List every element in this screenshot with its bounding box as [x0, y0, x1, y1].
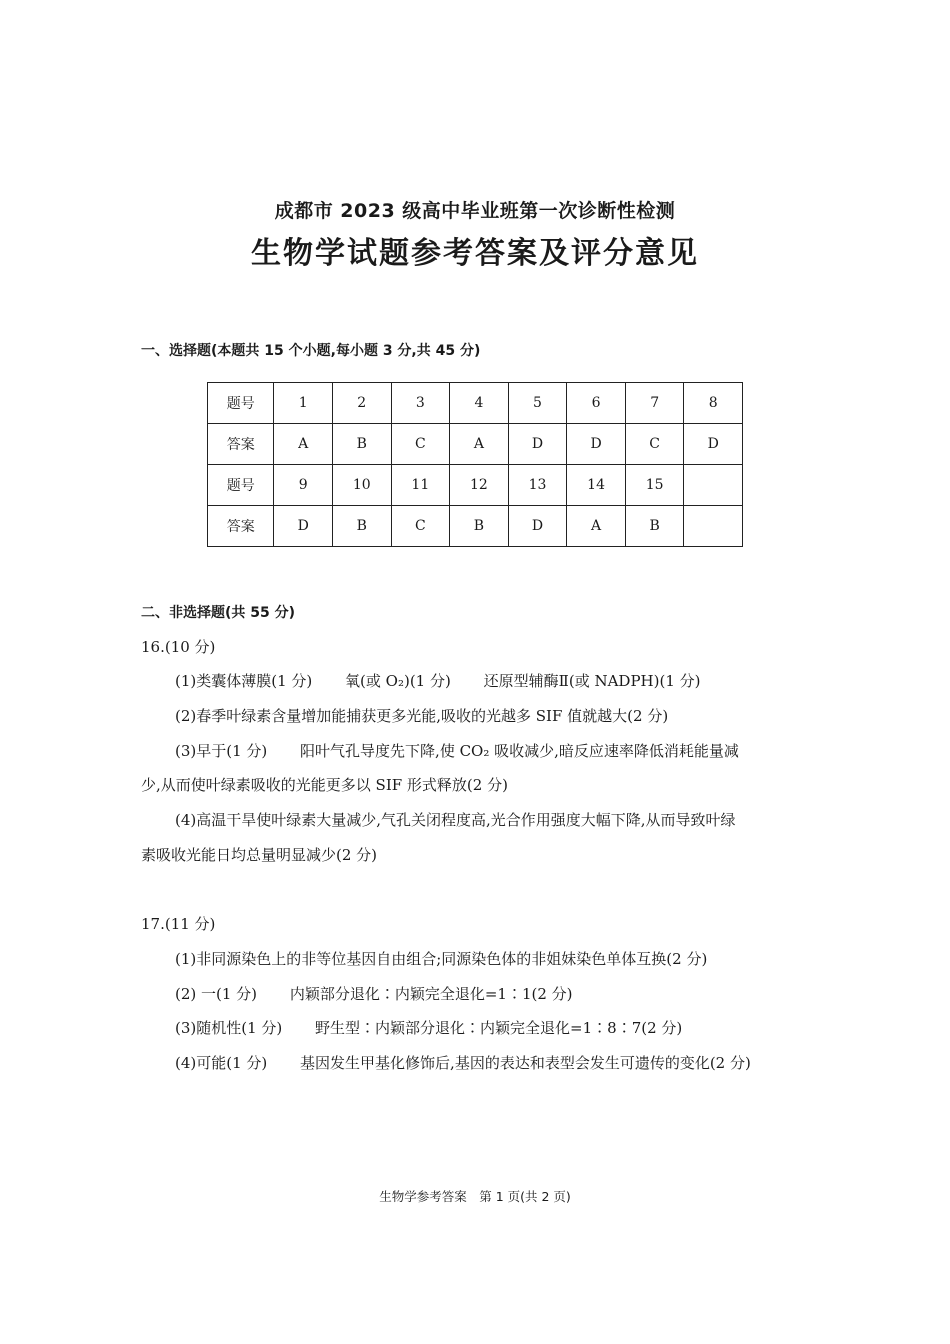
table-row [208, 424, 743, 465]
table-cell: 1 [274, 383, 333, 424]
table-cell [684, 506, 743, 547]
table-cell: 10 [332, 465, 391, 506]
table-cell: C [391, 424, 450, 465]
table-cell: C [625, 424, 684, 465]
table-cell: D [567, 424, 626, 465]
table-cell: B [625, 506, 684, 547]
q16-part1-a: (1)类囊体薄膜(1 分) [175, 672, 313, 690]
table-row [208, 506, 743, 547]
table-cell: 7 [625, 383, 684, 424]
table-cell: 15 [625, 465, 684, 506]
q17-part3-b: 野生型∶内颖部分退化∶内颖完全退化=1∶8∶7(2 分) [315, 1019, 683, 1037]
section-1-heading: 一、选择题(本题共 15 个小题,每小题 3 分,共 45 分) [141, 343, 481, 359]
answer-table [207, 382, 743, 547]
q17-part3 [175, 1017, 682, 1038]
page-title: 生物学试题参考答案及评分意见 [251, 236, 699, 271]
q16-part3-a: (3)早于(1 分) [175, 742, 268, 760]
table-cell: 11 [391, 465, 450, 506]
section-2-heading: 二、非选择题(共 55 分) [141, 605, 296, 621]
row-label-number: 题号 [208, 383, 274, 424]
table-cell [684, 465, 743, 506]
table-cell: A [274, 424, 333, 465]
q17-part3-a: (3)随机性(1 分) [175, 1019, 283, 1037]
table-cell: B [332, 506, 391, 547]
table-cell: 4 [450, 383, 509, 424]
table-cell: D [508, 506, 567, 547]
table-cell: 5 [508, 383, 567, 424]
exam-subtitle: 成都市 2023 级高中毕业班第一次诊断性检测 [274, 200, 676, 222]
q16-part3-continued: 少,从而使叶绿素吸收的光能更多以 SIF 形式释放(2 分) [141, 776, 508, 794]
table-cell: 2 [332, 383, 391, 424]
q16-part1-b: 氧(或 O₂)(1 分) [345, 672, 451, 690]
q16-part3-b: 阳叶气孔导度先下降,使 CO₂ 吸收减少,暗反应速率降低消耗能量减 [300, 742, 739, 760]
table-row [208, 465, 743, 506]
q17-part1: (1)非同源染色上的非等位基因自由组合;同源染色体的非姐妹染色单体互换(2 分) [175, 950, 708, 968]
q17-part2-a: (2) 一(1 分) [175, 985, 258, 1003]
table-cell: 9 [274, 465, 333, 506]
q16-part4: (4)高温干旱使叶绿素大量减少,气孔关闭程度高,光合作用强度大幅下降,从而导致叶绿 [175, 811, 736, 829]
table-cell: 12 [450, 465, 509, 506]
table-cell: 6 [567, 383, 626, 424]
table-cell: D [274, 506, 333, 547]
q16-part3 [175, 740, 739, 761]
question-16-label: 16.(10 分) [141, 638, 216, 656]
table-cell: B [332, 424, 391, 465]
q16-part2: (2)春季叶绿素含量增加能捕获更多光能,吸收的光越多 SIF 值就越大(2 分) [175, 707, 669, 725]
row-label-number: 题号 [208, 465, 274, 506]
table-cell: D [508, 424, 567, 465]
table-cell: C [391, 506, 450, 547]
row-label-answer: 答案 [208, 424, 274, 465]
table-cell: 8 [684, 383, 743, 424]
q16-part4-continued: 素吸收光能日均总量明显减少(2 分) [141, 846, 378, 864]
table-cell: A [450, 424, 509, 465]
table-row [208, 383, 743, 424]
q17-part4-a: (4)可能(1 分) [175, 1054, 268, 1072]
table-cell: A [567, 506, 626, 547]
q17-part2 [175, 983, 573, 1004]
q16-part1-c: 还原型辅酶Ⅱ(或 NADPH)(1 分) [483, 672, 701, 690]
q17-part4 [175, 1052, 751, 1073]
row-label-answer: 答案 [208, 506, 274, 547]
table-cell: D [684, 424, 743, 465]
q16-part1 [175, 670, 700, 691]
q17-part2-b: 内颖部分退化∶内颖完全退化=1∶1(2 分) [289, 985, 573, 1003]
table-cell: B [450, 506, 509, 547]
table-cell: 14 [567, 465, 626, 506]
question-17-label: 17.(11 分) [141, 915, 216, 933]
table-cell: 3 [391, 383, 450, 424]
q17-part4-b: 基因发生甲基化修饰后,基因的表达和表型会发生可遗传的变化(2 分) [300, 1054, 751, 1072]
page-footer: 生物学参考答案 第 1 页(共 2 页) [379, 1189, 571, 1204]
table-cell: 13 [508, 465, 567, 506]
